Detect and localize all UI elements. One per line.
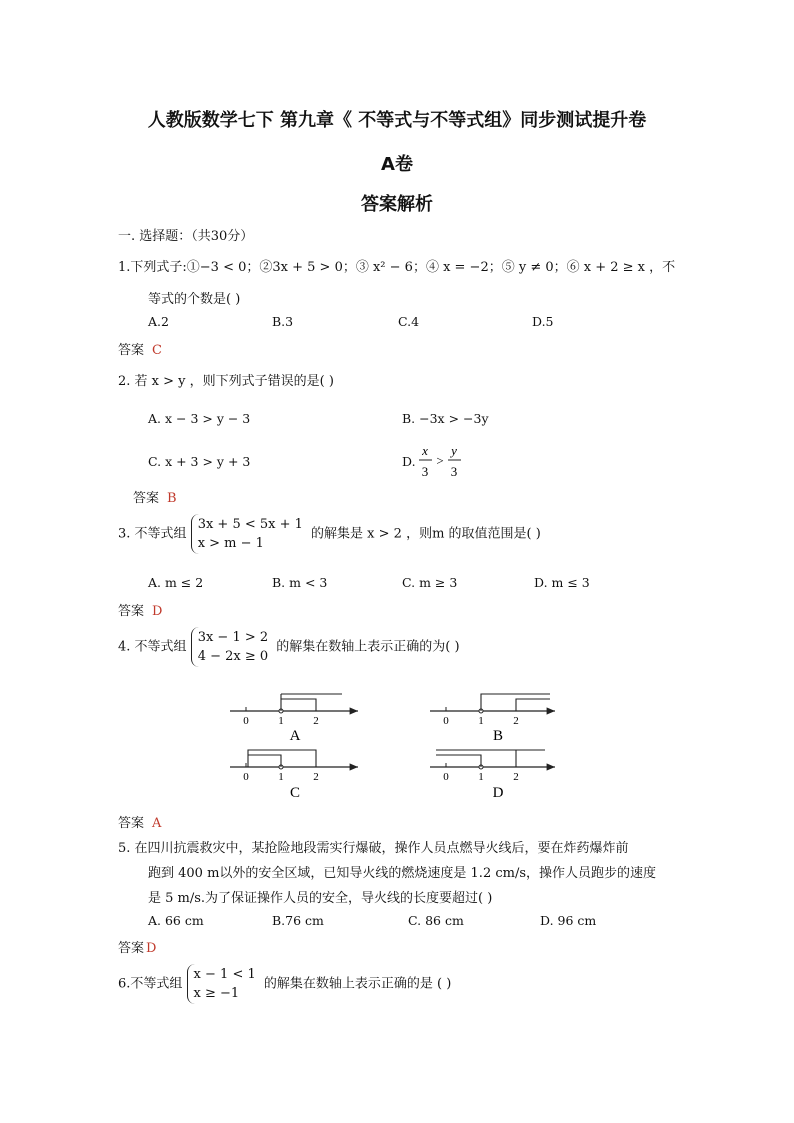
q5-line1: 5. 在四川抗震救灾中，某抢险地段需实行爆破，操作人员点燃导火线后，要在炸药爆炸前 <box>118 841 629 856</box>
number-line-a <box>230 694 358 744</box>
q3-system <box>191 514 307 554</box>
answer-value: D <box>152 604 163 619</box>
q1-stem-line2: 等式的个数是( ) <box>148 292 241 307</box>
answer-value: A <box>152 816 162 831</box>
q1-option-c: C.4 <box>398 314 420 329</box>
q2-option-d-fraction <box>416 440 466 482</box>
frac-den-left: 3 <box>421 464 429 479</box>
answer-value: D <box>146 941 157 956</box>
q5-line2: 跑到 400 m以外的安全区域，已知导火线的燃烧速度是 1.2 cm/s，操作人员跑步的速度 <box>148 866 657 881</box>
label-b: B <box>492 728 504 744</box>
q4-prefix: 4. 不等式组 <box>118 639 187 655</box>
q3-suffix: 的解集是 x > 2 ，则m 的取值范围是( ) <box>311 526 541 542</box>
tick-0: 0 <box>443 771 449 783</box>
q1-answer <box>118 339 162 358</box>
label-d: D <box>492 785 504 801</box>
number-line-b <box>430 694 555 744</box>
tick-0: 0 <box>243 715 249 727</box>
q2-option-a: A. x − 3 > y − 3 <box>148 411 251 426</box>
q5-line3: 是 5 m/s.为了保证操作人员的安全，导火线的长度要超过( ) <box>148 891 493 906</box>
q3-answer <box>118 600 162 619</box>
q5-answer <box>118 937 156 956</box>
q3-stem <box>118 514 541 554</box>
section-heading: 答案解析 <box>361 194 433 215</box>
frac-num-x: x <box>422 443 428 458</box>
q6-system <box>187 964 260 1004</box>
q1-stem-line1: 1.下列式子:①−3 < 0；②3x + 5 > 0；③ x² − 6；④ x = −2；⑤ y ≠ 0；⑥ x + 2 ≥ x ，不 <box>118 260 676 275</box>
q6-prefix: 6.不等式组 <box>118 976 183 992</box>
q6-sys-line1: x − 1 < 1 <box>193 967 256 982</box>
answer-label: 答案 <box>118 343 145 358</box>
q1-option-d: D.5 <box>532 314 554 329</box>
q4-sys-line2: 4 − 2x ≥ 0 <box>197 649 269 664</box>
q5-option-d: D. 96 cm <box>540 913 597 928</box>
q2-answer <box>133 487 177 506</box>
tick-0: 0 <box>243 771 249 783</box>
q2-stem: 2. 若 x > y ，则下列式子错误的是( ) <box>118 374 334 389</box>
tick-2: 2 <box>313 715 319 727</box>
frac-num-y: y <box>451 443 457 458</box>
q4-suffix: 的解集在数轴上表示正确的为( ) <box>276 639 460 655</box>
q3-option-c: C. m ≥ 3 <box>402 575 458 590</box>
q2-option-b: B. −3x > −3y <box>402 411 489 426</box>
section-title: 一. 选择题：（共30分） <box>118 229 254 244</box>
q6-stem <box>118 964 451 1004</box>
number-line-d <box>430 750 555 801</box>
tick-2: 2 <box>513 771 519 783</box>
q4-number-line-figure <box>220 688 560 803</box>
q4-answer <box>118 812 161 831</box>
frac-operator: > <box>436 453 444 468</box>
answer-label: 答案 <box>118 604 145 619</box>
q3-option-a: A. m ≤ 2 <box>148 575 204 590</box>
answer-label: 答案 <box>118 941 145 956</box>
q3-sys-line1: 3x + 5 < 5x + 1 <box>197 517 303 532</box>
paper-version: A卷 <box>381 154 413 175</box>
answer-label: 答案 <box>118 816 145 831</box>
q5-option-c: C. 86 cm <box>408 913 464 928</box>
label-c: C <box>289 785 301 801</box>
answer-label: 答案 <box>133 491 160 506</box>
q5-option-b: B.76 cm <box>272 913 324 928</box>
tick-0: 0 <box>443 715 449 727</box>
tick-1: 1 <box>478 771 484 783</box>
q3-option-d: D. m ≤ 3 <box>534 575 590 590</box>
label-a: A <box>289 728 301 744</box>
tick-1: 1 <box>278 771 284 783</box>
tick-2: 2 <box>313 771 319 783</box>
q4-stem <box>118 627 460 667</box>
answer-value: C <box>152 343 162 358</box>
q6-suffix: 的解集在数轴上表示正确的是 ( ) <box>263 976 452 992</box>
q2-option-d-label: D. <box>402 454 416 469</box>
tick-2: 2 <box>513 715 519 727</box>
q1-option-a: A.2 <box>148 314 169 329</box>
q3-prefix: 3. 不等式组 <box>118 526 187 542</box>
page-title: 人教版数学七下 第九章《 不等式与不等式组》同步测试提升卷 <box>147 110 647 131</box>
q4-system <box>191 627 272 667</box>
q4-sys-line1: 3x − 1 > 2 <box>197 630 269 645</box>
q5-option-a: A. 66 cm <box>148 913 204 928</box>
answer-value: B <box>167 491 177 506</box>
number-line-c <box>230 750 358 801</box>
q1-option-b: B.3 <box>272 314 294 329</box>
q3-option-b: B. m < 3 <box>272 575 328 590</box>
tick-1: 1 <box>478 715 484 727</box>
q3-sys-line2: x > m − 1 <box>197 536 264 551</box>
q6-sys-line2: x ≥ −1 <box>193 986 240 1001</box>
q2-option-c: C. x + 3 > y + 3 <box>148 454 251 469</box>
tick-1: 1 <box>278 715 284 727</box>
frac-den-right: 3 <box>450 464 458 479</box>
